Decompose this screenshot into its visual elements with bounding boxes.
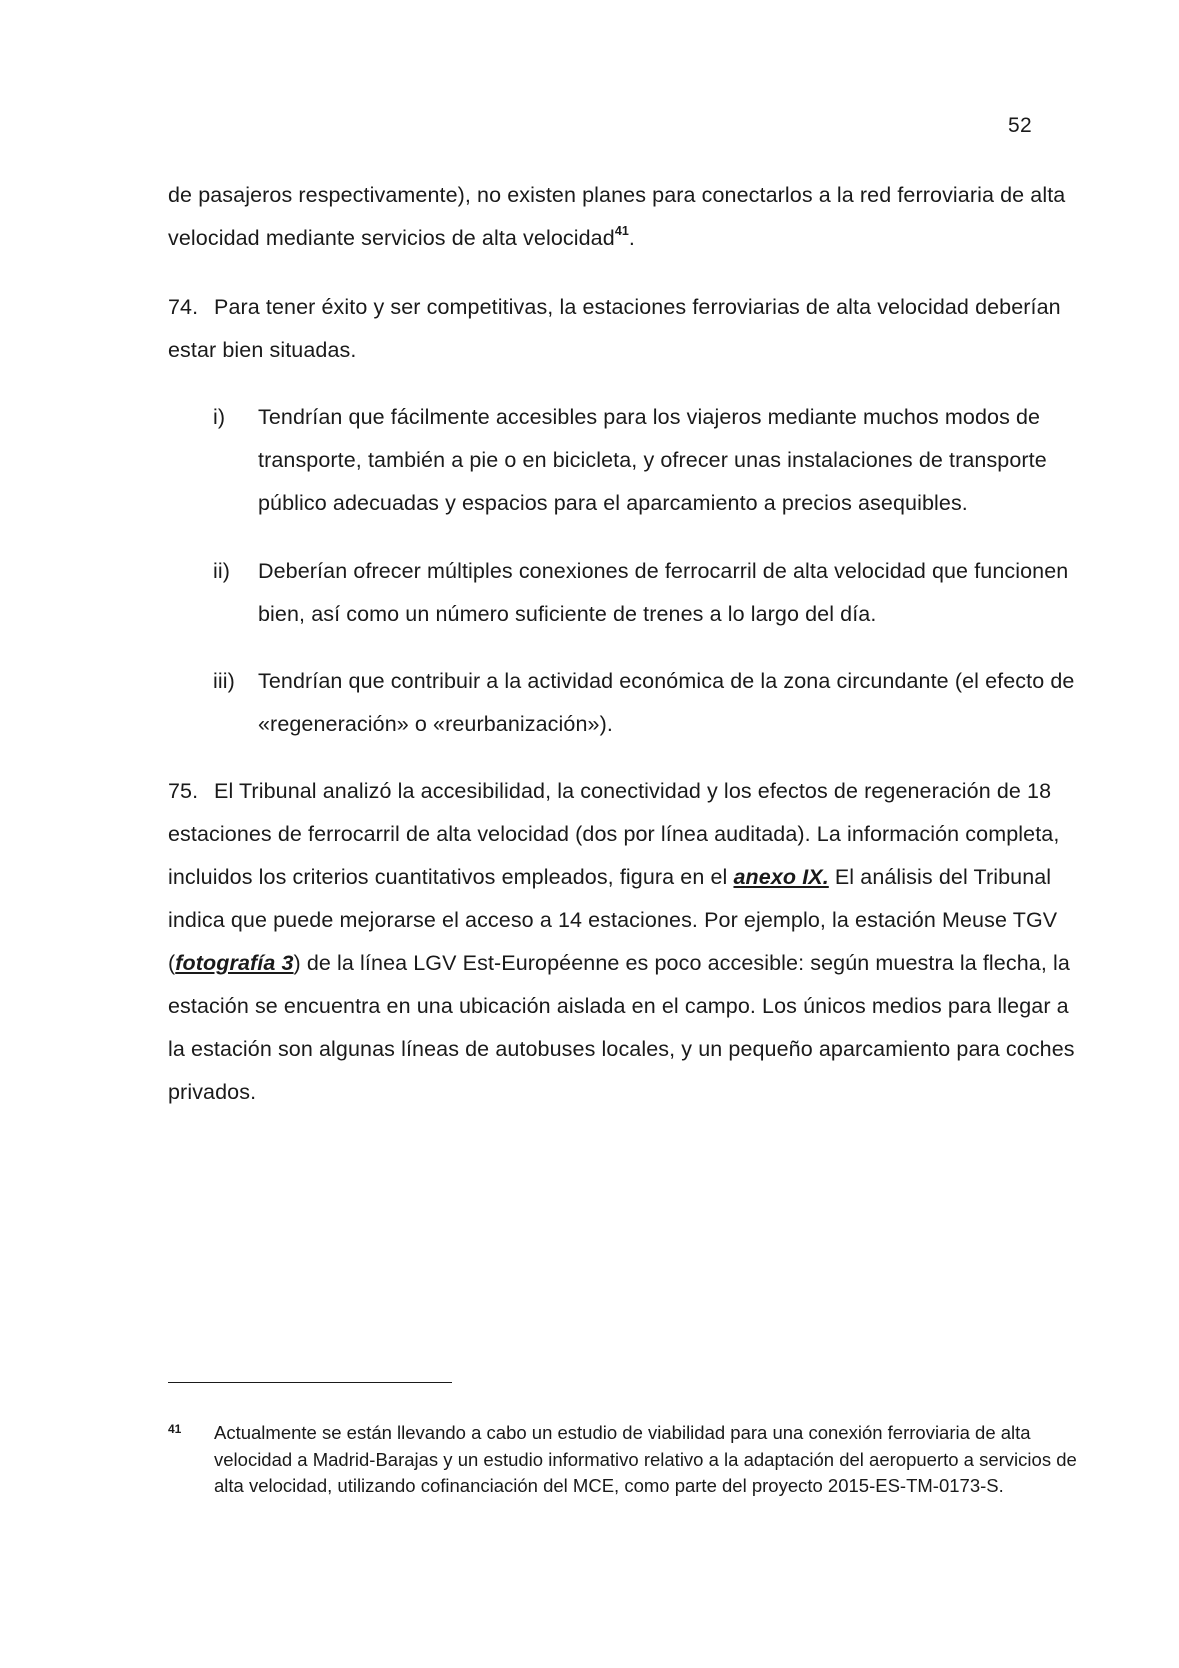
continuation-end: . <box>628 226 635 250</box>
list-item <box>168 550 1078 636</box>
paragraph-text-part-3: ) de la línea LGV Est-Européenne es poco accesible: según muestra la flecha, la estación se encuentra en una ubicación aislada en el campo. Los únicos medios para llegar a la estación son algunas líneas de autobuses locales, y un pequeño aparcamiento para coches privados. <box>168 951 1075 1104</box>
photo-3-link[interactable]: fotografía 3 <box>175 951 294 975</box>
list-item-text: Tendrían que fácilmente accesibles para los viajeros mediante muchos modos de transporte, también a pie o en bicicleta, y ofrecer unas instalaciones de transporte público adecuadas y espacios para el aparcamiento a precios asequibles. <box>258 405 1047 515</box>
page-number: 52 <box>1008 114 1032 137</box>
footnote <box>168 1420 1080 1500</box>
footnote-separator <box>168 1382 452 1383</box>
paragraph-number: 74. <box>168 295 199 319</box>
paragraph-number: 75. <box>168 779 199 803</box>
list-marker: iii) <box>213 669 235 693</box>
list-marker: ii) <box>213 559 231 583</box>
paragraph-75 <box>168 770 1078 1114</box>
paragraph-text-part-2: El análisis del Tribunal indica que puede mejorarse el acceso a 14 estaciones. Por ejemplo, la estación Meuse TGV ( <box>168 865 1058 975</box>
footnote-number: 41 <box>168 1422 182 1436</box>
list-item-text: Tendrían que contribuir a la actividad económica de la zona circundante (el efecto de «regeneración» o «reurbanización»). <box>258 669 1075 736</box>
continuation-text: de pasajeros respectivamente), no existen planes para conectarlos a la red ferroviaria de alta velocidad mediante servicios de alta velocidad <box>168 183 1066 250</box>
footnote-reference[interactable]: 41 <box>614 224 629 238</box>
paragraph-74 <box>168 286 1078 372</box>
footnote-text: Actualmente se están llevando a cabo un estudio de viabilidad para una conexión ferroviaria de alta velocidad a Madrid-Barajas y un estudio informativo relativo a la adaptación del aeropuerto a servicios de alta velocidad, utilizando cofinanciación del MCE, como parte del proyecto 2015-ES-TM-0173-S. <box>214 1422 1077 1496</box>
list-item <box>168 660 1078 746</box>
list-marker: i) <box>213 405 226 429</box>
paragraph-text-part-1: El Tribunal analizó la accesibilidad, la conectividad y los efectos de regeneración de 18 estaciones de ferrocarril de alta velocidad (dos por línea auditada). La información completa, incluidos los criterios cuantitativos empleados, figura en el <box>168 779 1060 889</box>
paragraph-text: Para tener éxito y ser competitivas, la estaciones ferroviarias de alta velocidad deberían estar bien situadas. <box>168 295 1061 362</box>
annex-ix-link[interactable]: anexo IX. <box>733 865 829 889</box>
list-item <box>168 396 1078 525</box>
list-item-text: Deberían ofrecer múltiples conexiones de ferrocarril de alta velocidad que funcionen bien, así como un número suficiente de trenes a lo largo del día. <box>258 559 1069 626</box>
continuation-paragraph <box>168 174 1078 260</box>
